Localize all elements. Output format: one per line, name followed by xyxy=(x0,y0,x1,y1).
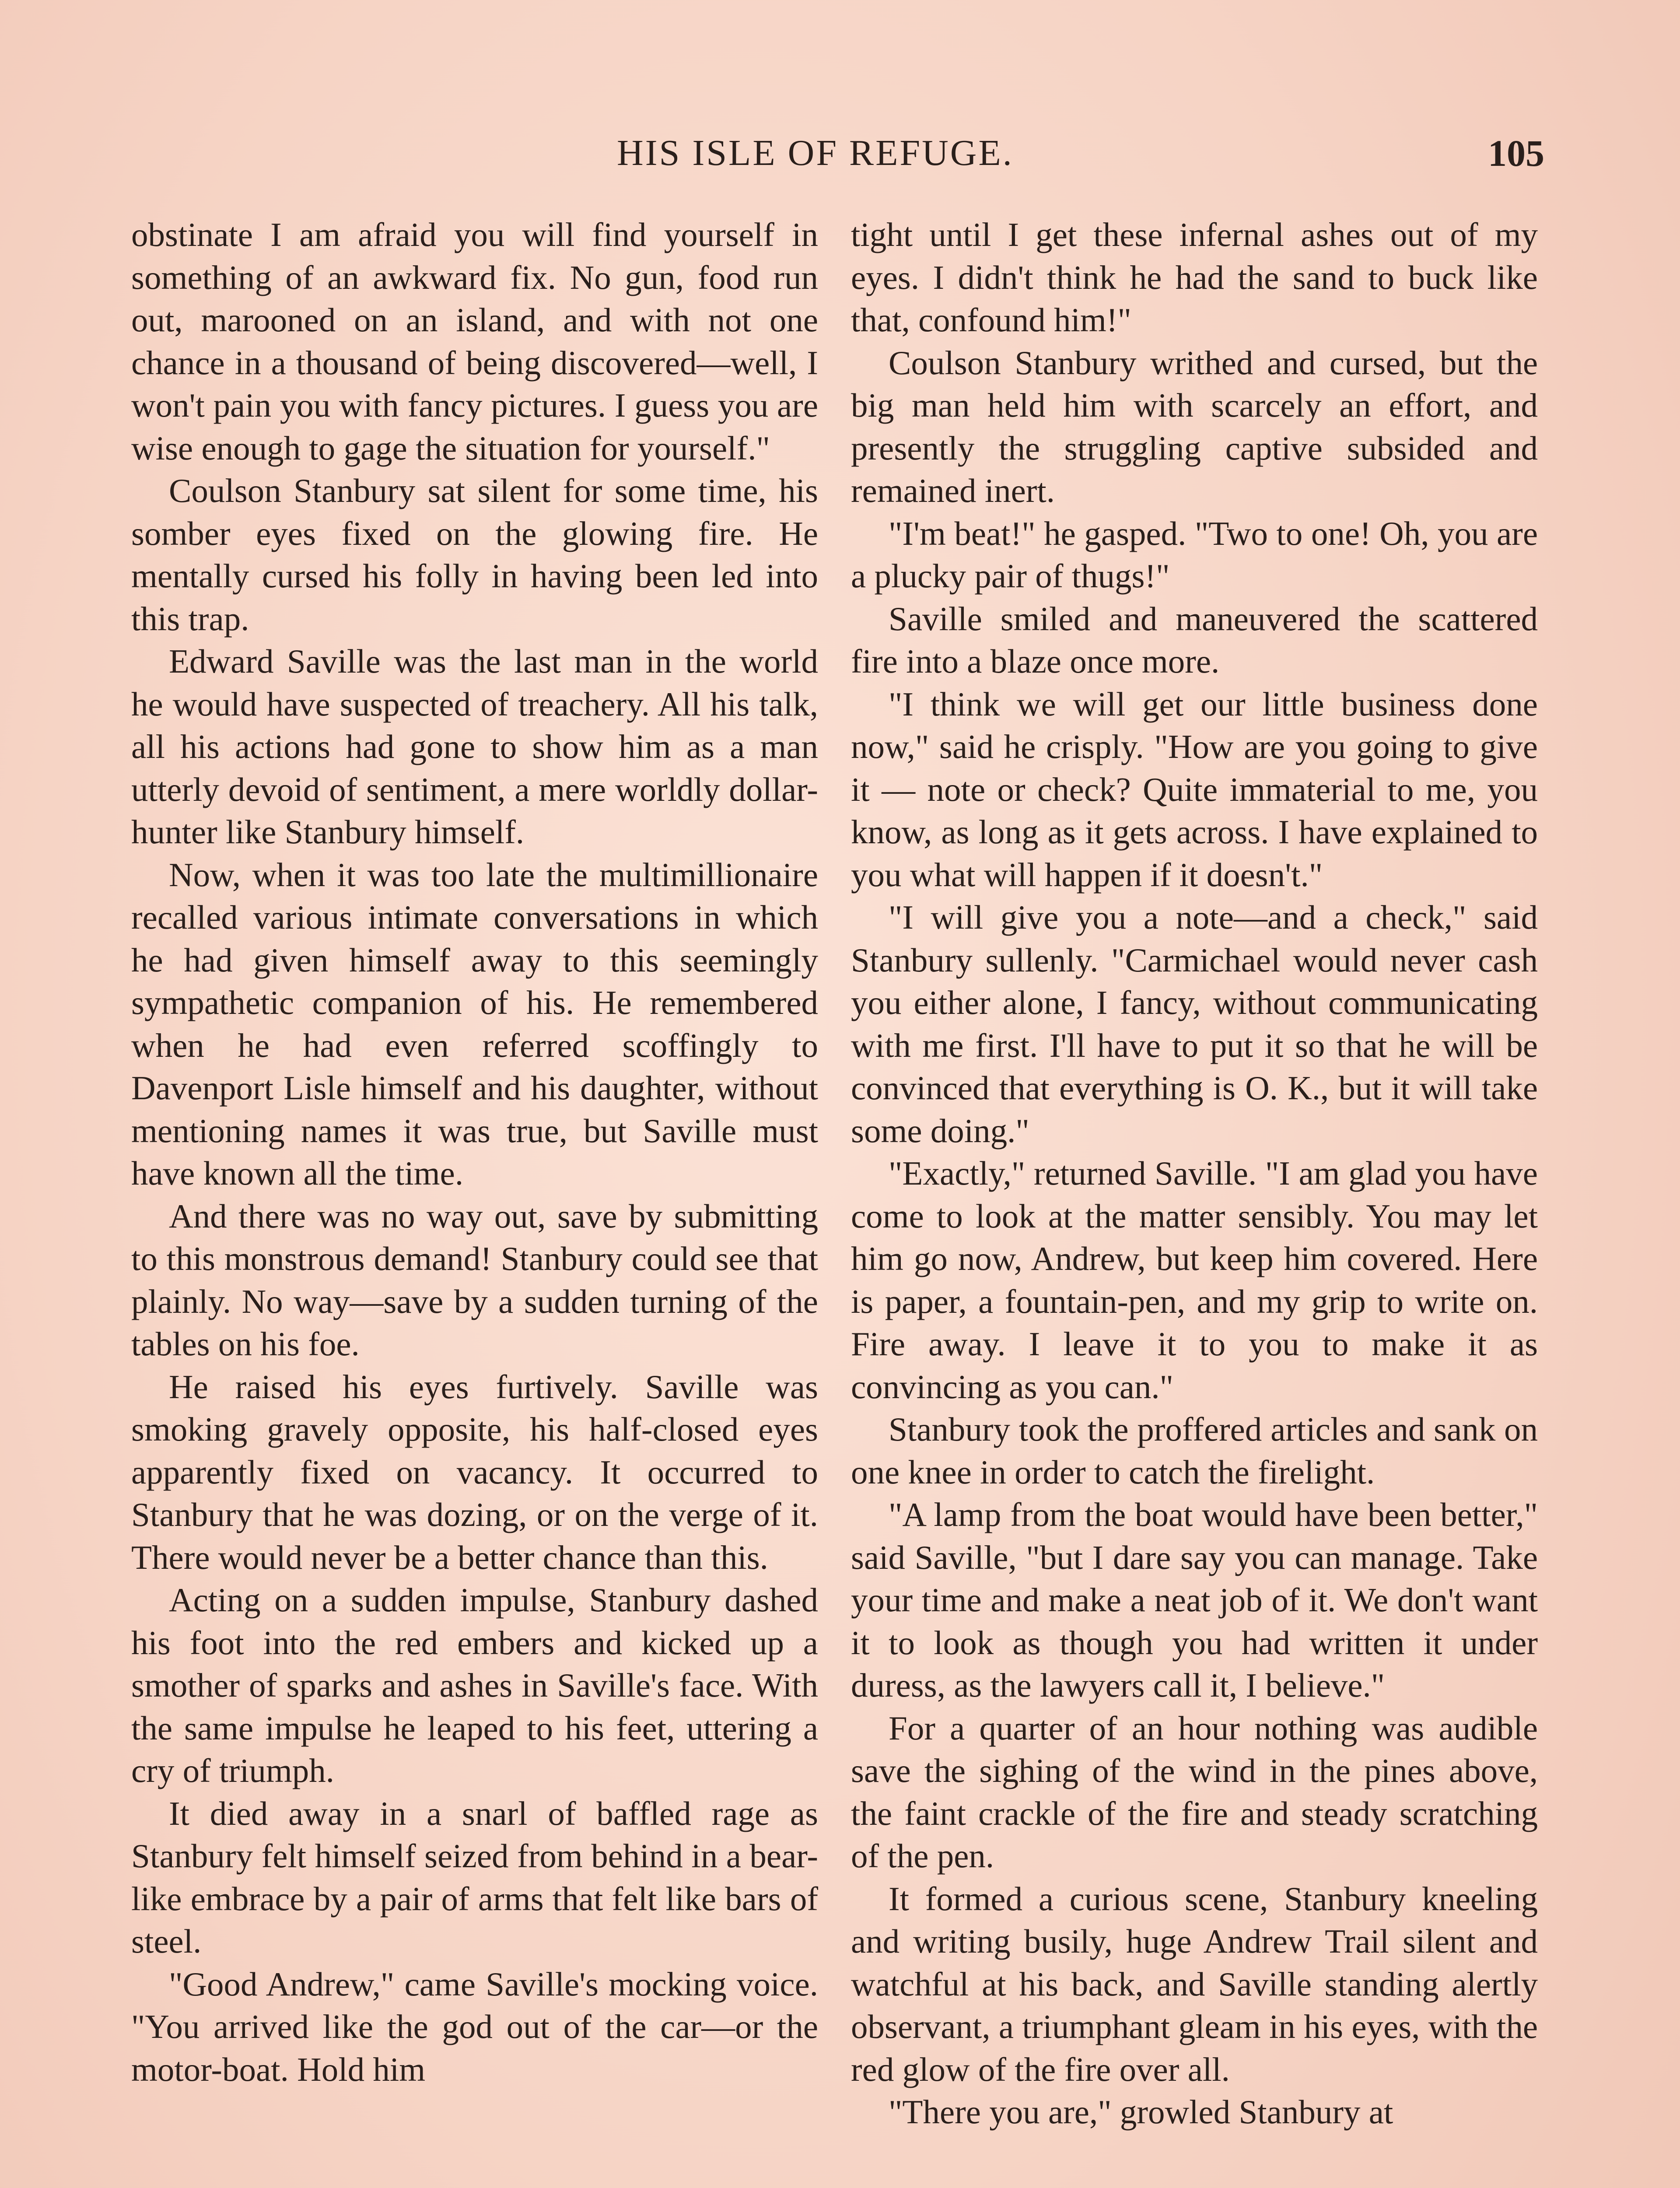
paragraph: "Exactly," returned Saville. "I am glad you have come to look at the matter sensibly. You may let him go now, Andrew, but keep him covered. Here is paper, a fountain-pen, and my grip to write on. Fire away. I leave it to you to make it as convincing as you can." xyxy=(851,1154,1538,1406)
paragraph: Coulson Stanbury sat silent for some time, his somber eyes fixed on the glowing fire. He mentally cursed his folly in having been led into this trap. xyxy=(131,472,818,638)
paragraph: Saville smiled and maneuvered the scattered fire into a blaze once more. xyxy=(851,600,1538,680)
paragraph: It died away in a snarl of baffled rage as Stanbury felt himself seized from behind in a bear-like embrace by a pair of arms that felt like bars of steel. xyxy=(131,1794,818,1960)
left-column xyxy=(131,214,818,2091)
paragraph: "A lamp from the boat would have been better," said Saville, "but I dare say you can manage. Take your time and make a neat job of it. We don't want it to look as though you had written it under duress, as the lawyers call it, I believe." xyxy=(851,1496,1538,1704)
page-number: 105 xyxy=(1488,132,1544,174)
paragraph: He raised his eyes furtively. Saville was smoking gravely opposite, his half-closed eyes apparently fixed on vacancy. It occurred to Stanbury that he was dozing, or on the verge of it. There would never be a better chance than this. xyxy=(131,1368,818,1576)
paragraph: "I think we will get our little business done now," said he crisply. "How are you going to give it — note or check? Quite immaterial to me, you know, as long as it gets across. I have explained to you what will happen if it doesn't." xyxy=(851,685,1538,894)
paragraph: It formed a curious scene, Stanbury kneeling and writing busily, huge Andrew Trail silent and watchful at his back, and Saville standing alertly observant, a triumphant gleam in his eyes, with the red glow of the fire over all. xyxy=(851,1879,1538,2088)
paragraph: obstinate I am afraid you will find yourself in something of an awkward fix. No gun, food run out, marooned on an island, and with not one chance in a thousand of being discovered—well, I won't pain you with fancy pictures. I guess you are wise enough to gage the situation for yourself." xyxy=(131,216,818,467)
paragraph: "I'm beat!" he gasped. "Two to one! Oh, you are a plucky pair of thugs!" xyxy=(851,514,1538,595)
paragraph: "There you are," growled Stanbury at xyxy=(889,2093,1393,2131)
paragraph: For a quarter of an hour nothing was audible save the sighing of the wind in the pines above, the faint crackle of the fire and steady scratching of the pen. xyxy=(851,1709,1538,1875)
paragraph: Stanbury took the proffered articles and sank on one knee in order to catch the firelight. xyxy=(851,1410,1538,1491)
paragraph: Acting on a sudden impulse, Stanbury dashed his foot into the red embers and kicked up a smother of sparks and ashes in Saville's face. With the same impulse he leaped to his feet, uttering a cry of triumph. xyxy=(131,1581,818,1789)
paragraph: "Good Andrew," came Saville's mocking voice. "You arrived like the god out of the car—or the motor-boat. Hold him xyxy=(131,1965,818,2088)
paragraph: And there was no way out, save by submitting to this monstrous demand! Stanbury could see that plainly. No way—save by a sudden turning of the tables on his foe. xyxy=(131,1197,818,1363)
right-column xyxy=(851,214,1538,2134)
running-title: HIS ISLE OF REFUGE. xyxy=(617,133,1014,173)
paragraph: Coulson Stanbury writhed and cursed, but the big man held him with scarcely an effort, and presently the struggling captive subsided and remained inert. xyxy=(851,344,1538,509)
paragraph: Edward Saville was the last man in the world he would have suspected of treachery. All his talk, all his actions had gone to show him as a man utterly devoid of sentiment, a mere worldly dollar-hunter like Stanbury himself. xyxy=(131,642,818,851)
paragraph: "I will give you a note—and a check," said Stanbury sullenly. "Carmichael would never cash you either alone, I fancy, without communicating with me first. I'll have to put it so that he will be convinced that everything is O. K., but it will take some doing." xyxy=(851,898,1538,1150)
paragraph: Now, when it was too late the multimillionaire recalled various intimate conversations in which he had given himself away to this seemingly sympathetic companion of his. He remembered when he had even referred scoffingly to Davenport Lisle himself and his daughter, without mentioning names it was true, but Saville must have known all the time. xyxy=(131,856,818,1192)
page-header xyxy=(617,131,1544,184)
paragraph: tight until I get these infernal ashes out of my eyes. I didn't think he had the sand to buck like that, confound him!" xyxy=(851,216,1538,339)
